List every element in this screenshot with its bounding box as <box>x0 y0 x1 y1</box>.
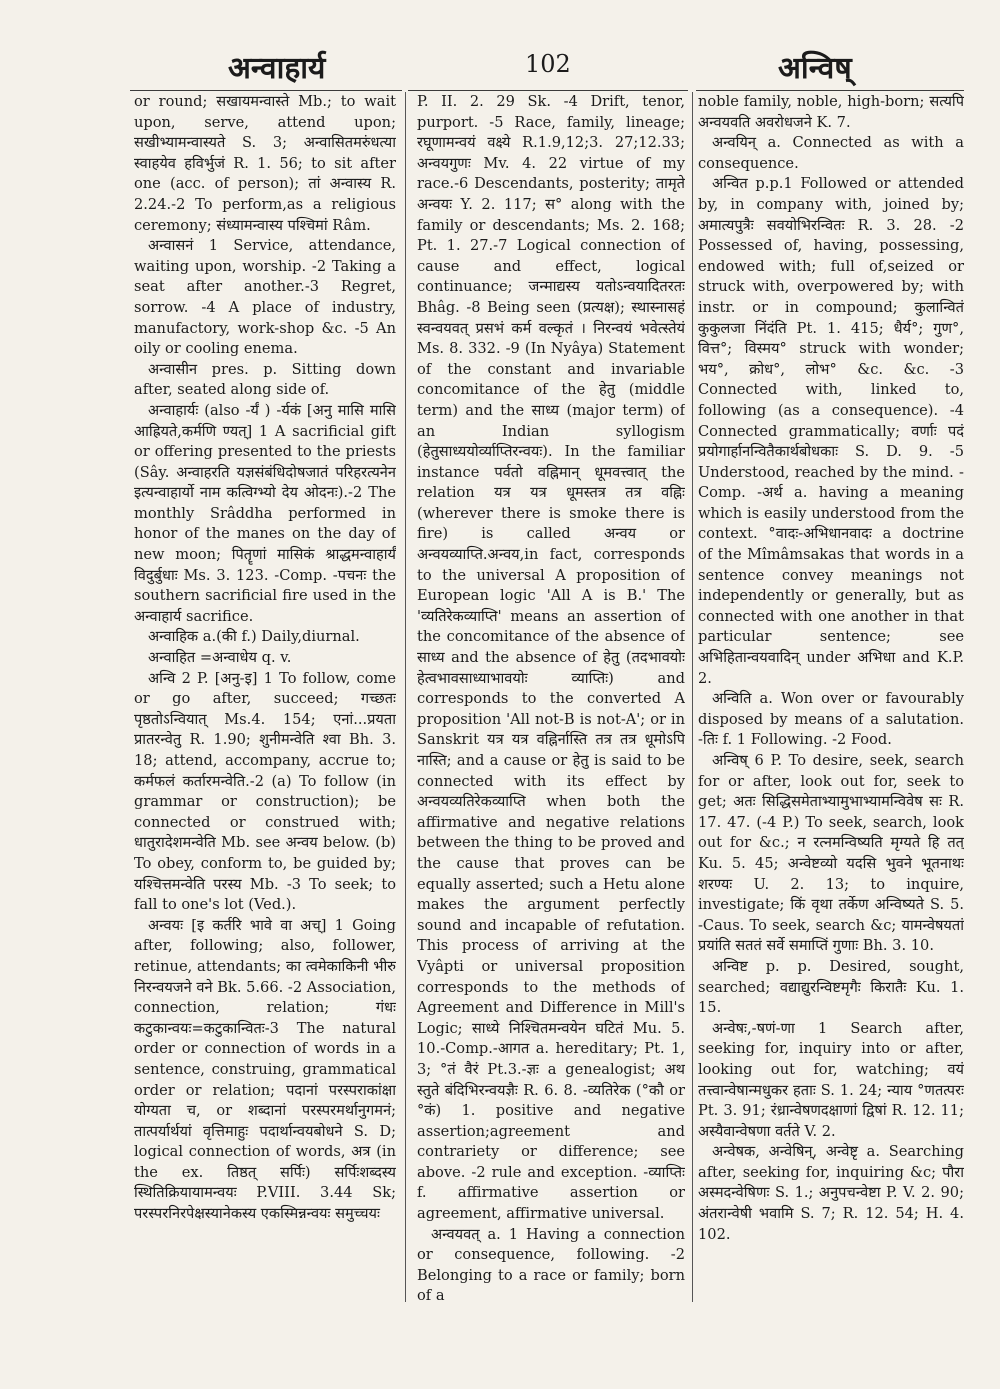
entry-paragraph: अन्वासनं 1 Service, attendance, waiting upon, worship. -2 Taking a seat after another.-3 Regret, sorrow. -4 A place of industry, manufactory, work-shop &c. -5 An oily or cooling enema. <box>134 237 396 358</box>
entry-paragraph: अन्विति a. Won over or favourably disposed by means of a salutation. -तिः f. 1 Following. -2 Food. <box>698 690 964 749</box>
header-rule-middle <box>408 90 688 91</box>
entry-paragraph: अन्वयः [इ कर्तरि भावे वा अच्] 1 Going after, following; also, follower, retinue, attendants; का त्वमेकाकिनी भीरु निरन्वयजने वने Bk. 5.66. -2 Association, connection, relation; गंधः कटुकान्वयः=कटुकान्वितः-3 The natural order or connection of words in a sentence, construing, grammatical order or relation; पदानां परस्पराकांक्षा योग्यता च, or शब्दानां परस्परमर्थानुगमनं; तात्पर्यार्थयां वृत्तिमाहुः पदार्थान्वयबोधने S. D; logical connection of words, अत्र (in the ex. तिष्ठत् सर्पिः) सर्पिःशब्दस्य स्थितिक्रियायामन्वयः P.VIII. 3.44 Sk; परस्परनिरपेक्षस्यानेकस्य एकस्मिन्नन्वयः समुच्चयः <box>134 916 396 1223</box>
column-divider-1 <box>405 92 406 1302</box>
entry-paragraph: अन्वेषक, अन्वेषिन्, अन्वेष्टृ a. Searching after, seeking for, inquiring &c; पौरा अस्मदन्वेषिणः S. 1.; अनुपचन्वेष्टा P. V. 2. 90; अंतरान्वेषी भवामि S. 7; R. 12. 54; H. 4. 102. <box>698 1143 964 1243</box>
entry-paragraph: अन्वासीन pres. p. Sitting down after, seated along side of. <box>134 360 396 399</box>
entry-paragraph: or round; सखायमन्वास्ते Mb.; to wait upon, serve, attend upon; सखीभ्यामन्वास्यते S. 3; अन्वासितमरुंधत्या स्वाहयेव हविर्भुजं R. 1. 56; to sit after one (acc. of person); तां अन्वास्य R. 2.24.-2 To perform,as a religious ceremony; संध्यामन्वास्य पश्चिमां Râm. <box>134 93 396 234</box>
entry-paragraph: noble family, noble, high-born; सत्यपि अन्वयवति अवरोधजने K. 7. <box>698 93 964 131</box>
column-middle <box>417 92 685 1307</box>
entry-paragraph: अन्वाहित =अन्वाधेय q. v. <box>148 649 292 667</box>
entry-paragraph: अन्विष् 6 P. To desire, seek, search for or after, look out for, seek to get; अतः सिद्धिसमेताभ्यामुभाभ्यामन्विवेष सः R. 17. 47. (-4 P.) To seek, search, look out for &c.; न रत्नमन्विष्यति मृग्यते हि तत् Ku. 5. 45; अन्वेष्टव्यो यदसि भुवने भूतनाथः शरण्यः U. 2. 13; to inquire, investigate; किं वृथा तर्केण अन्विष्यते S. 5. -Caus. To seek, search &c; यामन्वेषयतां प्रयांति सततं सर्वे समाप्तिं गुणाः Bh. 3. 10. <box>698 752 964 955</box>
entry-paragraph: अन्वेषः,-षणं-णा 1 Search after, seeking for, inquiry into or after, looking out for, watching; वयं तत्त्वान्वेषान्मधुकर हताः S. 1. 24; न्याय °णतत्परः Pt. 3. 91; रंध्रान्वेषणदक्षाणां द्विषां R. 12. 11; अस्यैवान्वेषणा वर्तते V. 2. <box>698 1019 964 1140</box>
column-divider-2 <box>692 92 693 1302</box>
header-rule-left <box>130 90 402 91</box>
entry-paragraph: अन्वयवत् a. 1 Having a connection or consequence, following. -2 Belonging to a race or family; born of a <box>417 1225 685 1305</box>
entry-paragraph: अन्वि 2 P. [अनु-इ] 1 To follow, come or go after, succeed; गच्छतः पृष्ठतोऽन्वियात् Ms.4. 154; एनां...प्रयता प्रातरन्वेतु R. 1.90; शुनीमन्वेति श्वा Bh. 3. 18; attend, accompany, accrue to; कर्मफलं कर्तारमन्वेति.-2 (a) To follow (in grammar or construction); be connected or construed with; धातुरादेशमन्वेति Mb. see अन्वय below. (b) To obey, conform to, be guided by; यश्चित्तमन्वेति परस्य Mb. -3 To seek; to fall to one's lot (Ved.). <box>134 669 396 914</box>
entry-paragraph: अन्विष्ट p. p. Desired, sought, searched; वद्याद्युरन्विष्टमृगैः किरातैः Ku. 1. 15. <box>698 957 964 1017</box>
column-left <box>134 92 396 1307</box>
right-guide-word: अन्विष् <box>778 51 852 86</box>
entry-paragraph: अन्वित p.p.1 Followed or attended by, in company with, joined by; अमात्यपुत्रैः सवयोभिरन्वितः R. 3. 28. -2 Possessed of, having, possessing, endowed with; full of,seized or struck with, overpowered by; with instr. or in compound; कुलान्वितं कुकुलजा निंदंति Pt. 1. 415; धैर्य°; गुण°, वित्त°; विस्मय° struck with wonder; भय°, क्रोध°, लोभ° &c. &c. -3 Connected with, linked to, following (as a consequence). -4 Connected grammatically; वर्णाः पदं प्रयोगार्हानन्वितैकार्थबोधकाः S. D. 9. -5 Understood, reached by the mind. -Comp. -अर्थ a. having a meaning which is easily understood from the context. °वादः-अभिधानवादः a doctrine of the Mîmâmsakas that words in a sentence convey meanings not independently or generally, but as connected with one another in that particular sentence; see अभिहितान्वयवादिन् under अभिधा and K.P. 2. <box>698 175 964 687</box>
entry-paragraph: अन्वाहिक a.(की f.) Daily,diurnal. <box>148 628 360 646</box>
entry-paragraph: P. II. 2. 29 Sk. -4 Drift, tenor, purport. -5 Race, family, lineage; रघूणामन्वयं वक्ष्ये R.1.9,12;3. 27;12.33; अन्वयगुणः Mv. 4. 22 virtue of my race.-6 Descendants, posterity; तामृते अन्वयः Y. 2. 117; स° along with the family or descendants; Ms. 2. 168; Pt. 1. 27.-7 Logical connection of cause and effect, logical continuance; जन्माद्यस्य यतोऽन्वयादितरतः Bhâg. -8 Being seen (प्रत्यक्ष); स्थास्नासहं स्वन्वयवत् प्रसभं कर्म वल्कृतं । निरन्वयं भवेत्स्तेयं Ms. 8. 332. -9 (In Nyâya) Statement of the constant and invariable concomitance of the हेतु (middle term) and the साध्य (major term) of an Indian syllogism (हेतुसाध्ययोर्व्याप्तिरन्वयः). In the familiar instance पर्वतो वह्निमान् धूमवत्त्वात् the relation यत्र यत्र धूमस्तत्र तत्र वह्निः (wherever there is smoke there is fire) is called अन्वय or अन्वयव्याप्ति.अन्वय,in fact, corresponds to the universal A proposition of European logic 'All A is B.' The 'व्यतिरेकव्याप्ति' means an assertion of the concomitance of the absence of साध्य and the absence of हेतु (तदभावयोः हेत्वभावसाध्याभावयोः व्याप्तिः) and corresponds to the converted A proposition 'All not-B is not-A'; or in Sanskrit यत्र यत्र वह्निर्नास्ति तत्र तत्र धूमोऽपि नास्ति; and a cause or हेतु is said to be connected with its effect by अन्वयव्यतिरेकव्याप्ति when both the affirmative and negative relations between the thing to be proved and the cause that proves can be equally asserted; such a Hetu alone makes the argument perfectly sound and incapable of refutation. This process of arriving at the Vyâpti or universal proposition corresponds to the methods of Agreement and Difference in Mill's Logic; साध्ये निश्चितमन्वयेन घटितं Mu. 5. 10.-Comp.-आगत a. hereditary; Pt. 1, 3; °तं वैरं Pt.3.-ज्ञः a genealogist; अथ स्तुते बंदिभिरन्वयज्ञैः R. 6. 8. -व्यतिरेक (°कौ or °कं) 1. positive and negative assertion;agreement and contrariety or difference; see above. -2 rule and exception. -व्याप्तिः f. affirmative assertion or agreement, affirmative universal. <box>417 93 685 1223</box>
page-header <box>130 46 870 90</box>
page-number: 102 <box>525 50 571 78</box>
entry-paragraph: अन्वाहार्यः (also -र्यं ) -र्यकं [अनु मासि मासि आह्रियते,कर्मणि ण्यत्] 1 A sacrificial gift or offering presented to the priests (Sây. अन्वाहरति यज्ञसंबंधिदोषजातं परिहरत्यनेन इत्यन्वाहार्यो नाम कत्विग्भ्यो देय ओदनः).-2 The monthly Srâddha performed in honor of the manes on the day of new moon; पितॄणां मासिकं श्राद्धमन्वाहार्यं विदुर्बुधाः Ms. 3. 123. -Comp. -पचनः the southern sacrificial fire used in the अन्वाहार्य sacrifice. <box>134 401 396 625</box>
header-rule-right <box>696 90 964 91</box>
entry-paragraph: अन्वयिन् a. Connected as with a consequence. <box>698 134 964 172</box>
left-guide-word: अन्वाहार्य <box>228 51 326 86</box>
column-right <box>698 92 964 1307</box>
